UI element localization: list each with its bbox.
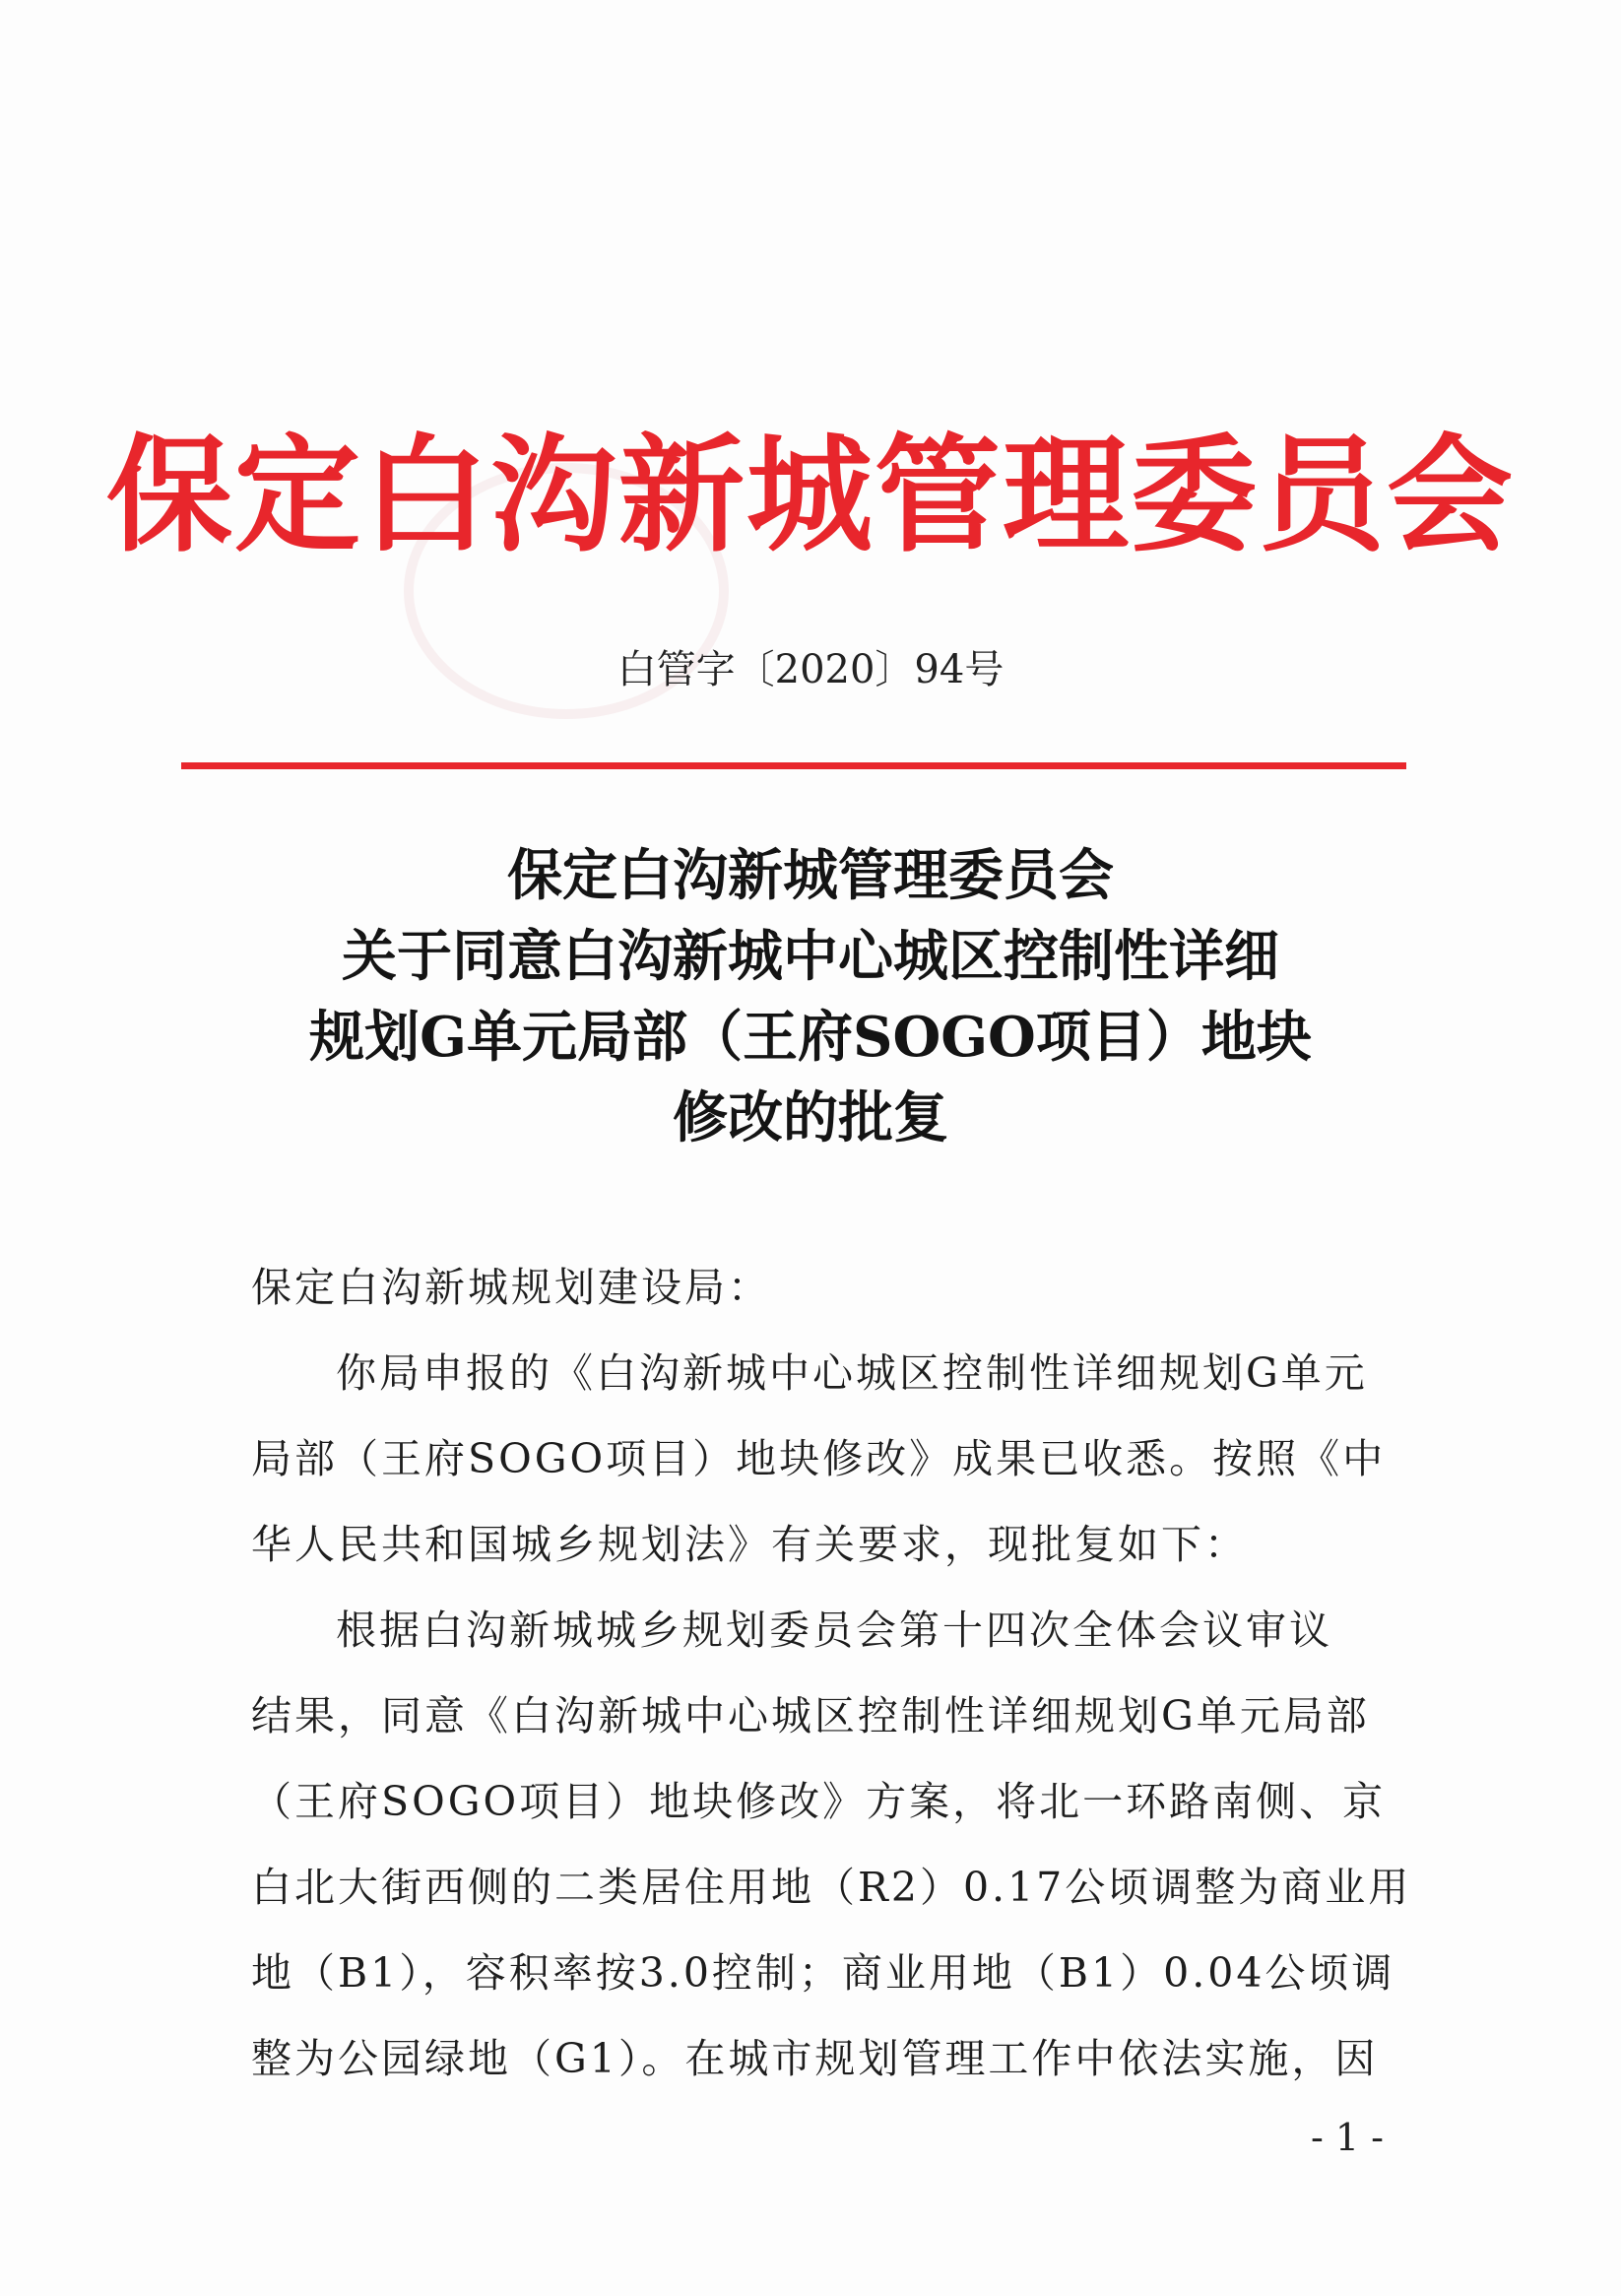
document-number: 白管字〔2020〕94号 — [616, 647, 1005, 692]
paragraph-line: 华人民共和国城乡规划法》有关要求，现批复如下： — [251, 1521, 1248, 1568]
paragraph-line: 根据白沟新城城乡规划委员会第十四次全体会议审议 — [336, 1607, 1332, 1654]
paragraph-line: 地（B1），容积率按3.0控制；商业用地（B1）0.04公顷调 — [251, 1949, 1395, 1997]
title-line: 规划G单元局部（王府SOGO项目）地块 — [309, 1005, 1312, 1070]
issuing-organization-header: 保定白沟新城管理委员会 — [105, 422, 1515, 569]
paragraph-line: 你局申报的《白沟新城中心城区控制性详细规划G单元 — [336, 1349, 1368, 1397]
document-body — [251, 1245, 1412, 2102]
paragraph-line: （王府SOGO项目）地块修改》方案，将北一环路南侧、京 — [251, 1778, 1387, 1825]
document-title — [197, 835, 1424, 1158]
title-line: 关于同意白沟新城中心城区控制性详细 — [342, 924, 1279, 989]
red-separator-line — [181, 762, 1406, 769]
title-line: 修改的批复 — [673, 1085, 948, 1150]
paragraph-line: 白北大街西侧的二类居住用地（R2）0.17公顷调整为商业用 — [251, 1864, 1412, 1911]
salutation: 保定白沟新城规划建设局： — [251, 1264, 771, 1311]
paragraph-line: 结果，同意《白沟新城中心城区控制性详细规划G单元局部 — [251, 1692, 1370, 1739]
paragraph-line: 局部（王府SOGO项目）地块修改》成果已收悉。按照《中 — [251, 1435, 1387, 1482]
paragraph-line: 整为公园绿地（G1）。在城市规划管理工作中依法实施，因 — [251, 2035, 1379, 2082]
page-number: - 1 - — [1310, 2116, 1384, 2159]
title-line: 保定白沟新城管理委员会 — [507, 843, 1114, 908]
